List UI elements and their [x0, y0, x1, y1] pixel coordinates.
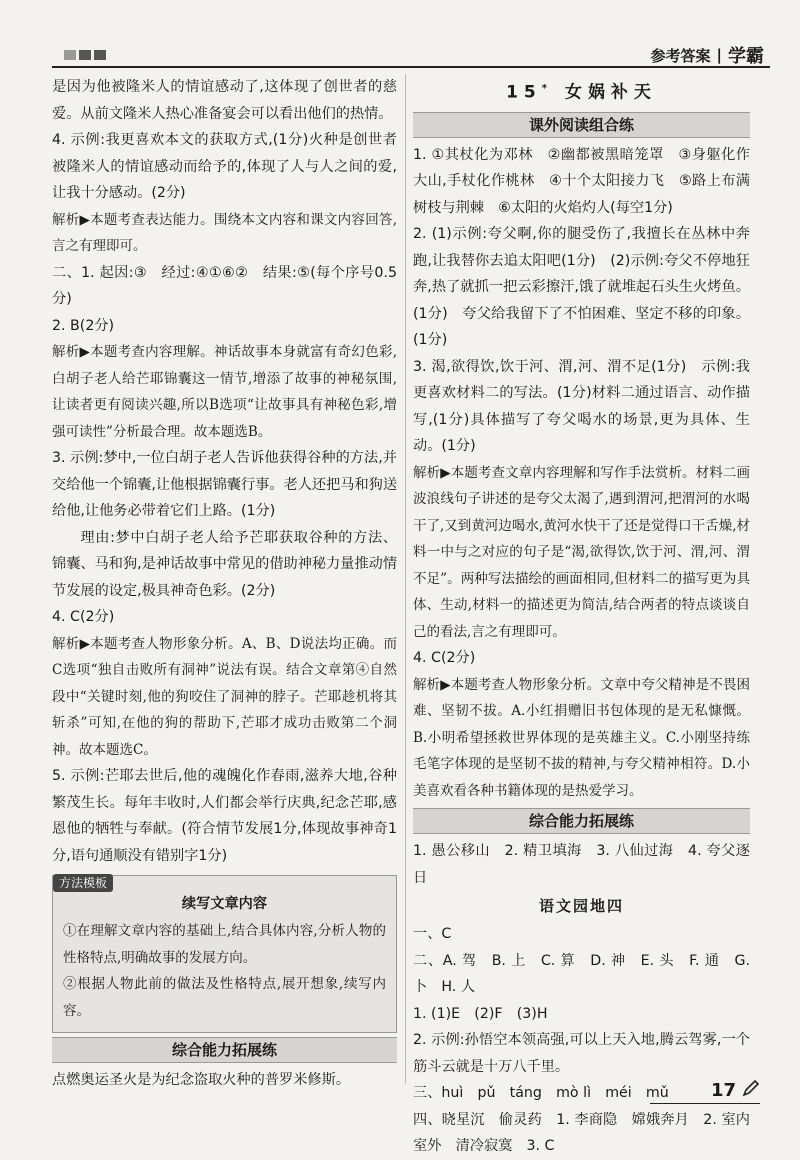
lesson-title — [413, 74, 750, 108]
page-number: 17 — [710, 1080, 736, 1101]
analysis-text: 解析▶本题考查内容理解。神话故事本身就富有奇幻色彩,白胡子老人给芒耶锦囊这一情节,增添了故事的神秘氛围,让读者更有阅读兴趣,所以B选项“让故事具有神秘色彩,增强可读性”分析最合理。故本题选B。 — [52, 344, 397, 440]
answer-text: 三、huì pǔ táng mò lì méi mǔ — [413, 1085, 669, 1102]
method-title: 续写文章内容 — [181, 896, 268, 912]
answer-text: 一、C — [413, 926, 452, 943]
answer-text: 2. 示例:孙悟空本领高强,可以上天入地,腾云驾雾,一个筋斗云就是十万八千里。 — [413, 1032, 750, 1075]
method-point: ①在理解文章内容的基础上,结合具体内容,分析人物的性格特点,明确故事的发展方向。 — [63, 923, 386, 966]
footer-rule — [650, 1103, 760, 1104]
section-band: 综合能力拓展练 — [413, 808, 750, 834]
answer-text: 1. 愚公移山 2. 精卫填海 3. 八仙过海 4. 夸父逐日 — [413, 843, 750, 886]
answer-text: 4. C(2分) — [52, 609, 115, 625]
page-header — [52, 40, 770, 68]
answer-text: 4. 示例:我更喜欢本文的获取方式,(1分)火种是创世者被隆米人的情谊感动而给予的,体现了人与人之间的爱,让我十分感动。(2分) — [52, 132, 397, 201]
right-column — [413, 74, 765, 1160]
lesson-star: * — [541, 83, 553, 94]
answer-text: 是因为他被隆米人的情谊感动了,这体现了创世者的慈爱。从前文隆米人热心准备宴会可以看出他们的热情。 — [52, 79, 397, 122]
section-band: 综合能力拓展练 — [52, 1037, 397, 1063]
header-title: 参考答案 — [650, 46, 711, 65]
answer-text: 3. 渴,欲得饮,饮于河、渭,河、渭不足(1分) 示例:我更喜欢材料二的写法。(1分)材料二通过语言、动作描写,(1分)具体描写了夸父喝水的场景,更为具体、生动。(1分) — [413, 358, 750, 455]
answer-text: 3. 示例:梦中,一位白胡子老人告诉他获得谷种的方法,并交给他一个锦囊,让他根据锦囊行事。老人还把马和狗送给他,让他务必带着它们上路。(1分) — [52, 450, 398, 519]
analysis-text: 解析▶本题考查人物形象分析。A、B、D说法均正确。而C选项“独自击败所有洞神”说法有误。结合文章第④自然段中“关键时刻,他的狗咬住了洞神的脖子。芒耶趁机将其斩杀”可知,在他的狗的帮助下,芒耶才成功击败第二个洞神。故本题选C。 — [52, 635, 397, 758]
lesson-number: 15 — [506, 82, 542, 103]
analysis-text: 解析▶本题考查人物形象分析。文章中夸父精神是不畏困难、坚韧不拔。A.小红捐赠旧书包体现的是无私慷慨。B.小明希望拯救世界体现的是英雄主义。C.小刚坚持练毛笔字体现的是坚韧不拔的精神,与夸父精神相符。D.小美喜欢看各种书籍体现的是热爱学习。 — [413, 676, 750, 799]
section-title: 语文园地四 — [538, 897, 624, 916]
header-title-group: 参考答案 | 学霸 — [651, 42, 765, 68]
answer-text: 点燃奥运圣火是为纪念盗取火种的普罗米修斯。 — [52, 1072, 350, 1088]
method-tag: 方法模板 — [53, 874, 113, 892]
answer-text: 二、A. 驾 B. 上 C. 算 D. 神 E. 头 F. 通 G. 卜 H. 人 — [413, 952, 750, 996]
answer-text: 1. (1)E (2)F (3)H — [413, 1005, 548, 1022]
answer-text: 2. (1)示例:夸父啊,你的腿受伤了,我擅长在丛林中奔跑,让我替你去追太阳吧(1分) (2)示例:夸父不停地狂奔,热了就抓一把云彩擦汗,饿了就堆起石头生火烤鱼。(1分) 夸父给我留下了不怕困难、坚定不移的印象。(1分) — [413, 226, 750, 349]
analysis-text: 解析▶本题考查文章内容理解和写作手法赏析。材料二画波浪线句子讲述的是夸父太渴了,遇到渭河,把渭河的水喝干了,又到黄河边喝水,黄河水快干了还是觉得口干舌燥,材料一中与之对应的句子是“渴,欲得饮,饮于河、渭,河、渭不足”。两种写法描绘的画面相同,但材料二的描写更为具体、生动,材料一的描述更为简洁,结合两者的特点谈谈自己的看法,言之有理即可。 — [413, 464, 750, 640]
answer-text: 1. ①其杖化为邓林 ②幽都被黑暗笼罩 ③身躯化作大山,手杖化作桃林 ④十个太阳接力飞 ⑤路上布满树枝与荆棘 ⑥太阳的火焰灼人(每空1分) — [413, 146, 750, 216]
pencil-icon — [742, 1079, 760, 1102]
left-column — [52, 74, 397, 1094]
answer-text: 5. 示例:芒耶去世后,他的魂魄化作春雨,滋养大地,谷种繁茂生长。每年丰收时,人们都会举行庆典,纪念芒耶,感恩他的牺牲与奉献。(符合情节发展1分,体现故事神奇1分,语句通顺没有错别字1分) — [52, 768, 397, 864]
header-decoration — [64, 50, 106, 60]
method-point: ②根据人物此前的做法及性格特点,展开想象,续写内容。 — [63, 976, 386, 1019]
section-band: 课外阅读组合练 — [413, 112, 750, 138]
lesson-name: 女娲补天 — [564, 82, 657, 103]
answer-text: 四、晓星沉 偷灵药 1. 李商隐 嫦娥奔月 2. 室内 室外 清冷寂寞 3. C — [413, 1111, 765, 1155]
answer-text: 二、1. 起因:③ 经过:④①⑥② 结果:⑤(每个序号0.5分) — [52, 264, 397, 307]
analysis-text: 解析▶本题考查表达能力。围绕本文内容和课文内容回答,言之有理即可。 — [52, 211, 397, 254]
page-footer — [711, 1079, 760, 1102]
column-divider — [405, 74, 406, 1084]
brand-logo: 学霸 — [728, 46, 764, 67]
answer-text: 4. C(2分) — [413, 650, 476, 667]
method-template-box — [52, 875, 397, 1033]
answer-text: 理由:梦中白胡子老人给予芒耶获取谷种的方法、锦囊、马和狗,是神话故事中常见的借助神秘力量推动情节发展的设定,极具神奇色彩。(2分) — [52, 529, 398, 599]
answer-text: 2. B(2分) — [52, 317, 115, 334]
